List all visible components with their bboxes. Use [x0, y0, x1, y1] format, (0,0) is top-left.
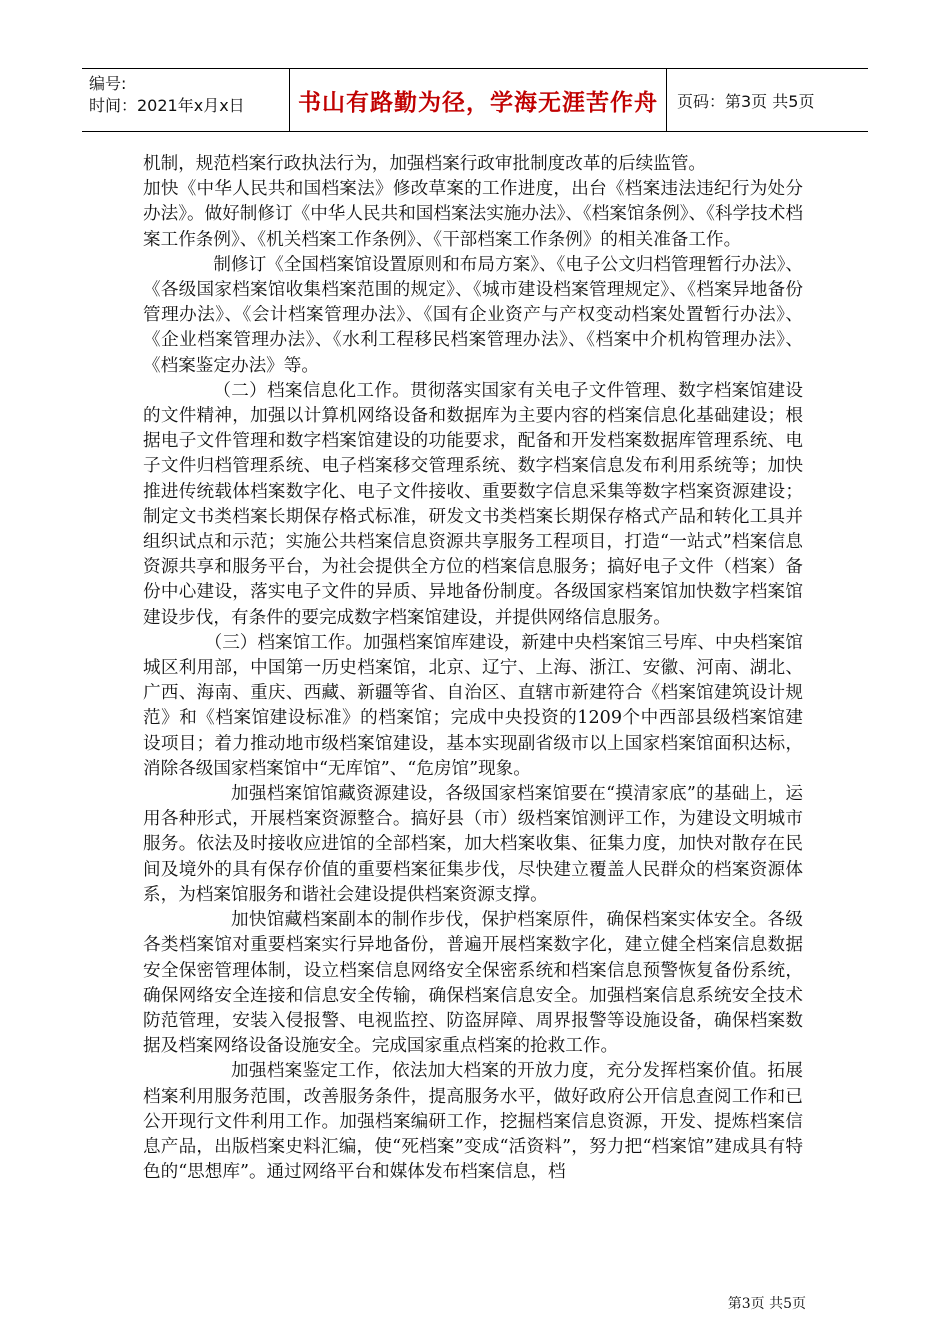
header-page-number: 页码：第3页 共5页: [677, 91, 815, 111]
body-paragraph-6: 加强档案馆馆藏资源建设，各级国家档案馆要在“摸清家底”的基础上，运用各种形式，开展档案资源整合。搞好县（市）级档案馆测评工作，为建设文明城市服务。依法及时接收应进馆的全部档案，加大档案收集、征集力度，加快对散存在民间及境外的具有保存价值的重要档案征集步伐，尽快建立覆盖人民群众的档案资源体系，为档案馆服务和谐社会建设提供档案资源支撑。: [143, 784, 803, 905]
body-paragraph-7: 加快馆藏档案副本的制作步伐，保护档案原件，确保档案实体安全。各级各类档案馆对重要档案实行异地备份，普遍开展档案数字化，建立健全档案信息数据安全保密管理体制，设立档案信息网络安全保密系统和档案信息预警恢复备份系统，确保网络安全连接和信息安全传输，确保档案信息安全。加强档案信息系统安全技术防范管理，安装入侵报警、电视监控、防盗屏障、周界报警等设施设备，确保档案数据及档案网络设备设施安全。完成国家重点档案的抢救工作。: [143, 910, 803, 1057]
page-header: [82, 68, 868, 132]
document-body: [143, 152, 803, 1185]
header-meta: [82, 69, 289, 131]
body-paragraph-5: （三）档案馆工作。加强档案馆库建设，新建中央档案馆三号库、中央档案馆城区利用部，中国第一历史档案馆，北京、辽宁、上海、浙江、安徽、河南、湖北、广西、海南、重庆、西藏、新疆等省、自治区、直辖市新建符合《档案馆建筑设计规范》和《档案馆建设标准》的档案馆；完成中央投资的1209个中西部县级档案馆建设项目；着力推动地市级档案馆建设，基本实现副省级市以上国家档案馆面积达标，消除各级国家档案馆中“无库馆”、“危房馆”现象。: [143, 632, 803, 779]
body-paragraph-8: 加强档案鉴定工作，依法加大档案的开放力度，充分发挥档案价值。拓展档案利用服务范围，改善服务条件，提高服务水平，做好政府公开信息查阅工作和已公开现行文件利用工作。加强档案编研工作，挖掘档案信息资源，开发、提炼档案信息产品，出版档案史料汇编，使“死档案”变成“活资料”，努力把“档案馆”建成具有特色的“思想库”。通过网络平台和媒体发布档案信息，档: [143, 1061, 803, 1183]
header-motto: 书山有路勤为径，学海无涯苦作舟: [289, 69, 667, 131]
body-paragraph-3: 制修订《全国档案馆设置原则和布局方案》、《电子公文归档管理暂行办法》、《各级国家档案馆收集档案范围的规定》、《城市建设档案管理规定》、《档案异地备份管理办法》、《会计档案管理办法》、《国有企业资产与产权变动档案处置暂行办法》、《企业档案管理办法》、《水利工程移民档案管理办法》、《档案中介机构管理办法》、《档案鉴定办法》等。: [143, 254, 803, 376]
body-paragraph-1: 机制，规范档案行政执法行为，加强档案行政审批制度改革的后续监管。: [143, 154, 707, 174]
document-time-label: 时间：2021年x月x日: [89, 96, 245, 115]
body-paragraph-4: （二）档案信息化工作。贯彻落实国家有关电子文件管理、数字档案馆建设的文件精神，加强以计算机网络设备和数据库为主要内容的档案信息化基础建设；根据电子文件管理和数字档案馆建设的功能要求，配备和开发档案数据库管理系统、电子文件归档管理系统、电子档案移交管理系统、数字档案信息发布利用系统等；加快推进传统载体档案数字化、电子文件接收、重要数字信息采集等数字档案资源建设；制定文书类档案长期保存格式标准，研发文书类档案长期保存格式产品和转化工具并组织试点和示范；实施公共档案信息资源共享服务工程项目，打造“一站式”档案信息资源共享和服务平台，为社会提供全方位的档案信息服务；搞好电子文件（档案）备份中心建设，落实电子文件的异质、异地备份制度。各级国家档案馆加快数字档案馆建设步伐，有条件的要完成数字档案馆建设，并提供网络信息服务。: [143, 380, 803, 628]
page-footer: 第3页 共5页: [727, 1296, 806, 1312]
body-paragraph-2: 加快《中华人民共和国档案法》修改草案的工作进度，出台《档案违法违纪行为处分办法》。做好制修订《中华人民共和国档案法实施办法》、《档案馆条例》、《科学技术档案工作条例》、《机关档案工作条例》、《干部档案工作条例》的相关准备工作。: [143, 179, 803, 250]
document-number-label: 编号:: [89, 74, 127, 93]
